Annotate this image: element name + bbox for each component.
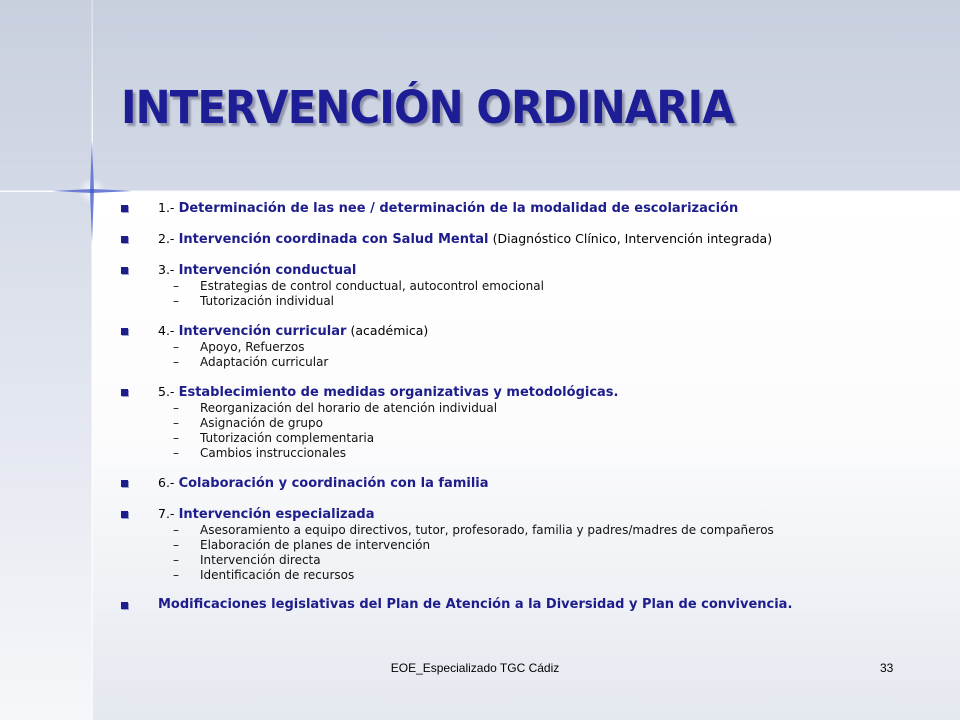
bullet-list: [121, 200, 941, 627]
bullet-square-icon: [121, 602, 128, 609]
dash-marker: –: [173, 568, 179, 582]
item-heading: Intervención curricular: [178, 324, 347, 339]
sub-item-text: Tutorización individual: [200, 294, 335, 308]
dash-marker: –: [173, 355, 179, 369]
item-heading: Intervención conductual: [178, 263, 357, 278]
item-line: [158, 231, 941, 248]
item-heading: Intervención especializada: [178, 507, 375, 522]
item-number: 6.-: [158, 475, 175, 490]
dash-marker: –: [173, 431, 179, 445]
bullet-square-icon: [121, 480, 128, 487]
item-heading: Establecimiento de medidas organizativas y metodológicas.: [178, 385, 619, 400]
list-item: [121, 384, 941, 461]
item-number: 1.-: [158, 200, 175, 215]
sub-item: [158, 538, 941, 553]
item-number: 4.-: [158, 323, 175, 338]
item-number: 7.-: [158, 506, 175, 521]
item-heading: Intervención coordinada con Salud Mental: [178, 232, 489, 247]
list-item: [121, 262, 941, 309]
list-item: [121, 323, 941, 370]
item-line: [158, 200, 941, 217]
dash-marker: –: [173, 538, 179, 552]
sub-item: [158, 553, 941, 568]
sub-list: [158, 279, 941, 309]
sub-item: [158, 416, 941, 431]
bullet-square-icon: [121, 328, 128, 335]
bullet-square-icon: [121, 236, 128, 243]
bullet-square-icon: [121, 389, 128, 396]
sub-item-text: Intervención directa: [200, 553, 321, 567]
slide-title: INTERVENCIÓN ORDINARIA: [121, 81, 734, 134]
page-number: 33: [880, 661, 894, 675]
sub-item: [158, 401, 941, 416]
list-item: [121, 475, 941, 492]
dash-marker: –: [173, 340, 179, 354]
item-heading: Determinación de las nee / determinación de la modalidad de escolarización: [178, 201, 739, 216]
dash-marker: –: [173, 416, 179, 430]
item-line: [158, 323, 941, 340]
dash-marker: –: [173, 523, 179, 537]
item-note: (académica): [350, 323, 429, 338]
sub-item-text: Elaboración de planes de intervención: [200, 538, 431, 552]
sub-item-text: Reorganización del horario de atención individual: [200, 401, 498, 415]
sub-item-text: Asignación de grupo: [200, 416, 323, 430]
sub-item: [158, 431, 941, 446]
bullet-square-icon: [121, 267, 128, 274]
item-note: (Diagnóstico Clínico, Intervención integrada): [492, 231, 773, 246]
bullet-square-icon: [121, 205, 128, 212]
item-number: 2.-: [158, 231, 175, 246]
sub-item-text: Adaptación curricular: [200, 355, 329, 369]
sub-item: [158, 340, 941, 355]
item-line: [158, 475, 941, 492]
sub-item: [158, 279, 941, 294]
item-line: [158, 384, 941, 401]
sub-item-text: Asesoramiento a equipo directivos, tutor, profesorado, familia y padres/madres de compañeros: [200, 523, 774, 537]
item-line: [158, 597, 941, 613]
dash-marker: –: [173, 446, 179, 460]
item-number: 5.-: [158, 384, 175, 399]
list-item: [121, 200, 941, 217]
item-line: [158, 262, 941, 279]
sub-item: [158, 568, 941, 583]
list-item: [121, 231, 941, 248]
dash-marker: –: [173, 401, 179, 415]
sub-item: [158, 446, 941, 461]
sub-item: [158, 523, 941, 538]
sub-item-text: Tutorización complementaria: [200, 431, 375, 445]
item-number: 3.-: [158, 262, 175, 277]
dash-marker: –: [173, 294, 179, 308]
sub-item-text: Identificación de recursos: [200, 568, 355, 582]
sub-list: [158, 340, 941, 370]
sub-list: [158, 523, 941, 583]
list-item: [121, 506, 941, 583]
sub-item: [158, 294, 941, 309]
dash-marker: –: [173, 279, 179, 293]
dash-marker: –: [173, 553, 179, 567]
list-item: [121, 597, 941, 613]
item-heading: Modificaciones legislativas del Plan de Atención a la Diversidad y Plan de convivencia.: [158, 597, 793, 612]
sub-item-text: Apoyo, Refuerzos: [200, 340, 305, 354]
item-line: [158, 506, 941, 523]
item-heading: Colaboración y coordinación con la familia: [178, 476, 489, 491]
bullet-square-icon: [121, 511, 128, 518]
footer-text: EOE_Especializado TGC Cádiz: [390, 661, 560, 675]
sub-item: [158, 355, 941, 370]
sub-item-text: Cambios instruccionales: [200, 446, 347, 460]
sub-item-text: Estrategias de control conductual, autocontrol emocional: [200, 279, 544, 293]
sub-list: [158, 401, 941, 461]
